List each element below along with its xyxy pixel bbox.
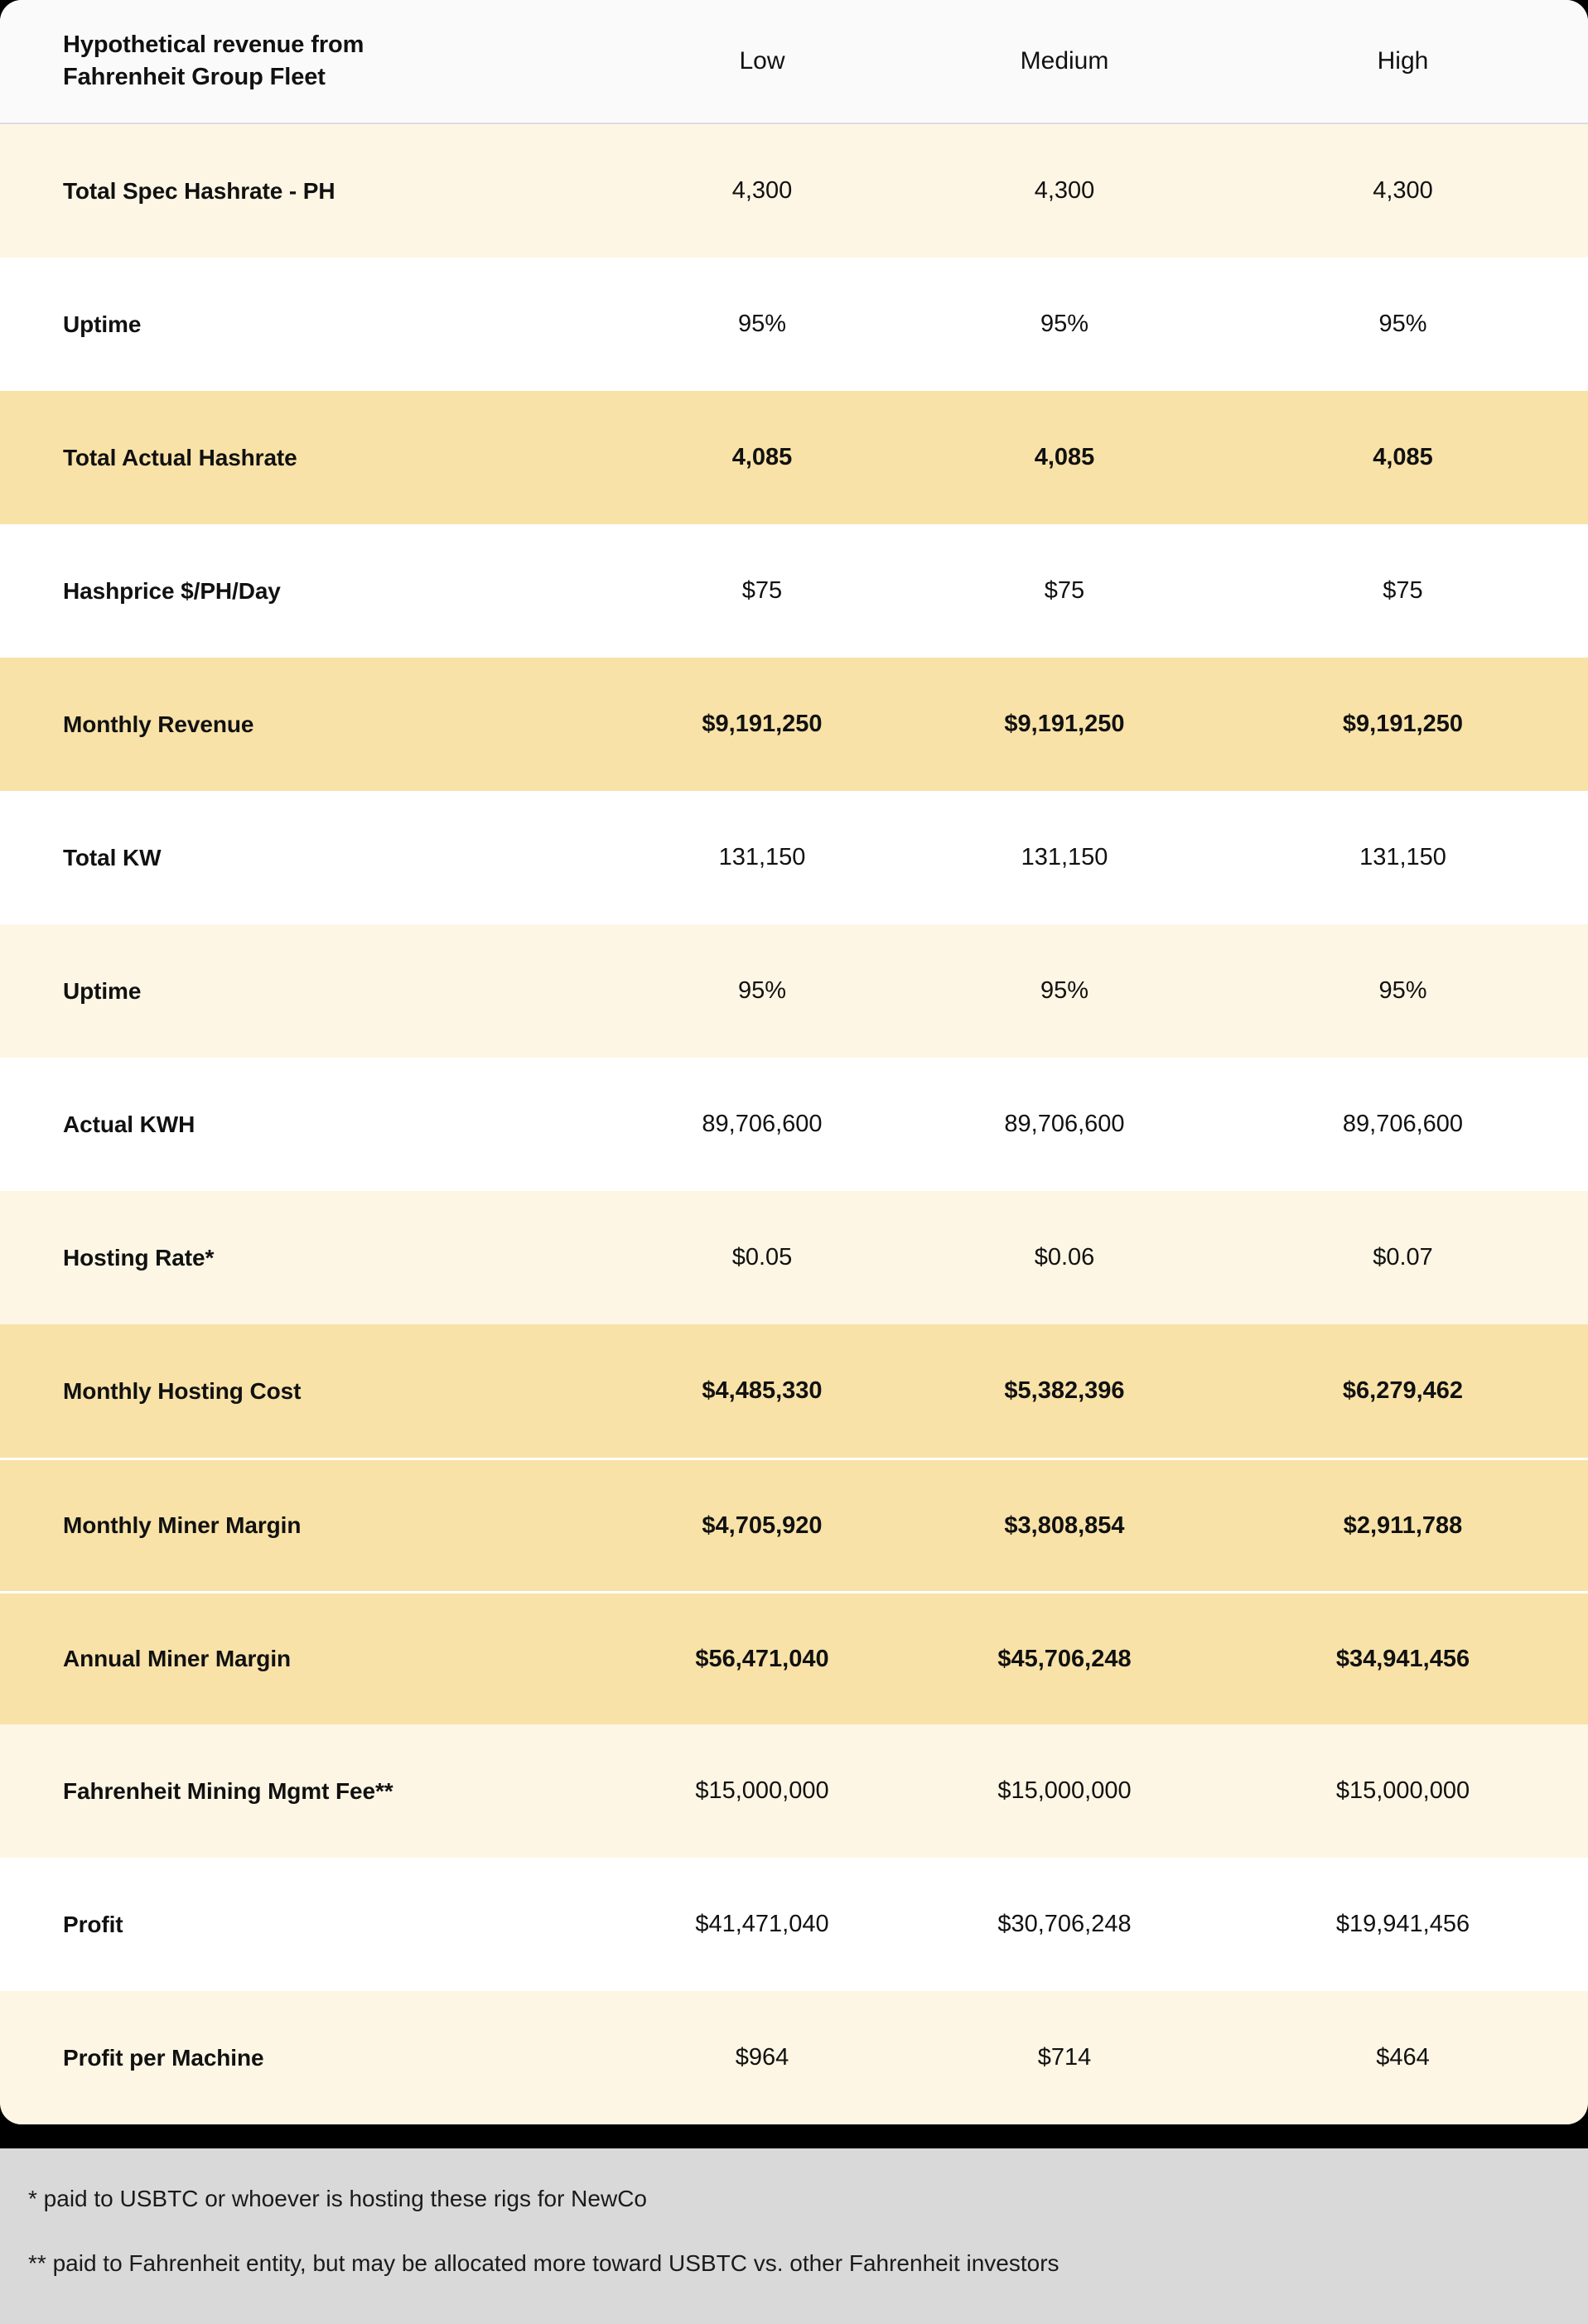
row-value-high: $15,000,000: [1335, 1777, 1470, 1804]
row-value-low: 131,150: [718, 844, 806, 870]
table-header-row: [0, 0, 1588, 124]
row-label: Hashprice $/PH/Day: [63, 577, 281, 604]
footnotes-section: [0, 2148, 1588, 2324]
table-row: [0, 1324, 1588, 1458]
row-value-medium: 131,150: [1021, 844, 1108, 870]
column-header-high: High: [1377, 47, 1429, 75]
row-value-medium: 95%: [1040, 311, 1089, 337]
row-value-medium: $714: [1037, 2044, 1092, 2071]
row-value-medium: $5,382,396: [1004, 1377, 1125, 1404]
table-row: [0, 1858, 1588, 1991]
row-value-high: $34,941,456: [1335, 1645, 1470, 1672]
row-value-medium: $45,706,248: [997, 1645, 1132, 1672]
column-header-low: Low: [739, 47, 785, 75]
row-value-medium: 4,085: [1034, 444, 1095, 470]
table-row: [0, 391, 1588, 524]
footnote-single-asterisk: * paid to USBTC or whoever is hosting these rigs for NewCo: [28, 2186, 647, 2211]
table-body: [0, 124, 1588, 2124]
table-row: [0, 1191, 1588, 1324]
row-label: Annual Miner Margin: [63, 1646, 291, 1671]
row-value-low: $41,471,040: [695, 1911, 829, 1937]
table-row: [0, 1991, 1588, 2124]
row-value-medium: $15,000,000: [997, 1777, 1132, 1804]
row-label: Total KW: [63, 844, 162, 870]
row-label: Uptime: [63, 977, 142, 1004]
row-value-medium: $9,191,250: [1004, 711, 1125, 737]
row-value-low: 4,085: [731, 444, 793, 470]
row-value-high: 95%: [1378, 311, 1427, 337]
row-value-low: 4,300: [731, 177, 793, 204]
table-row: [0, 524, 1588, 658]
row-value-high: 4,300: [1373, 177, 1433, 204]
row-label: Profit per Machine: [63, 2044, 264, 2071]
row-value-high: $2,911,788: [1343, 1512, 1463, 1539]
row-value-high: $464: [1376, 2044, 1430, 2071]
row-label: Fahrenheit Mining Mgmt Fee**: [63, 1777, 393, 1804]
row-value-low: $75: [741, 577, 783, 604]
row-label: Hosting Rate*: [63, 1244, 215, 1270]
row-value-high: 131,150: [1359, 844, 1446, 870]
row-value-low: $4,485,330: [702, 1377, 823, 1404]
row-value-low: 95%: [737, 311, 787, 337]
table-row: [0, 658, 1588, 791]
row-value-low: $0.05: [731, 1244, 793, 1270]
row-value-high: 95%: [1378, 977, 1427, 1004]
row-value-high: 4,085: [1373, 444, 1433, 470]
table-row: [0, 258, 1588, 391]
row-value-medium: $75: [1044, 577, 1085, 604]
table-row: [0, 924, 1588, 1058]
row-label: Total Spec Hashrate - PH: [63, 177, 335, 204]
table-row: [0, 1591, 1588, 1724]
row-value-medium: $3,808,854: [1004, 1512, 1125, 1539]
row-label: Profit: [63, 1911, 123, 1937]
row-label: Monthly Hosting Cost: [63, 1377, 302, 1404]
row-value-high: $0.07: [1373, 1244, 1433, 1270]
row-value-medium: $0.06: [1034, 1244, 1095, 1270]
row-value-high: $75: [1383, 577, 1423, 604]
row-value-low: $964: [735, 2044, 789, 2071]
table-row: [0, 124, 1588, 258]
row-value-medium: 4,300: [1034, 177, 1095, 204]
row-label: Total Actual Hashrate: [63, 444, 297, 470]
row-value-high: $19,941,456: [1335, 1911, 1470, 1937]
table-row: [0, 1058, 1588, 1191]
row-label: Monthly Revenue: [63, 711, 254, 737]
row-value-low: 89,706,600: [702, 1111, 823, 1137]
table-title: [0, 29, 613, 94]
table-row: [0, 1724, 1588, 1858]
row-value-high: $6,279,462: [1342, 1377, 1464, 1404]
table-row: [0, 791, 1588, 924]
row-value-low: $15,000,000: [695, 1777, 829, 1804]
row-label: Actual KWH: [63, 1111, 195, 1137]
row-value-medium: 89,706,600: [1004, 1111, 1125, 1137]
row-value-low: $9,191,250: [702, 711, 823, 737]
row-value-low: 95%: [737, 977, 787, 1004]
row-label: Uptime: [63, 311, 142, 337]
column-header-medium: Medium: [1020, 47, 1109, 75]
row-value-low: $56,471,040: [695, 1645, 829, 1672]
table-title-line-1: Hypothetical revenue from: [63, 31, 364, 58]
row-value-medium: 95%: [1040, 977, 1089, 1004]
row-value-medium: $30,706,248: [997, 1911, 1132, 1937]
row-label: Monthly Miner Margin: [63, 1512, 302, 1538]
footnote-double-asterisk: ** paid to Fahrenheit entity, but may be allocated more toward USBTC vs. other Fahrenheit investors: [28, 2249, 1059, 2276]
row-value-high: 89,706,600: [1342, 1111, 1464, 1137]
table-row: [0, 1458, 1588, 1591]
row-value-low: $4,705,920: [702, 1512, 823, 1539]
table-title-line-2: Fahrenheit Group Fleet: [63, 64, 326, 90]
row-value-high: $9,191,250: [1342, 711, 1464, 737]
